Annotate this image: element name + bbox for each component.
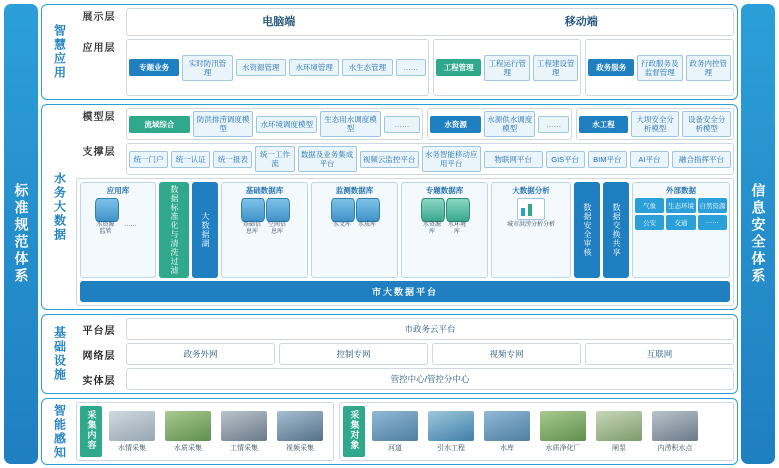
basic-database-title: 基础数据库 (245, 186, 284, 195)
model-item-more-resource: …… (538, 116, 569, 133)
city-big-data-platform: 市大数据平台 (80, 281, 730, 302)
ext-item-traffic[interactable]: 交通 (666, 215, 695, 230)
app-group-head-engineering[interactable]: 工程管理 (436, 59, 482, 76)
model-head-basin[interactable]: 流域综合 (129, 116, 190, 133)
special-database (401, 182, 488, 278)
camera-icon (277, 411, 323, 441)
collect-item-water-level[interactable]: 水情采集 (106, 411, 158, 453)
section-smart-application (41, 4, 738, 100)
sensor-icon (109, 411, 155, 441)
collection-content-card (76, 402, 334, 461)
model-item-equipment-safety[interactable]: 设备安全分析模型 (682, 111, 731, 137)
object-item-gate-pump[interactable]: 闸泵 (593, 411, 645, 453)
support-item-iot[interactable]: 物联网平台 (484, 151, 543, 168)
ext-item-more: …… (698, 215, 727, 230)
infra-box-video-network[interactable]: 视频专网 (432, 343, 581, 365)
app-item-admin-service[interactable]: 行政服务及监督管理 (637, 55, 683, 81)
analysis-caption: 城市洪涝分析分析 (506, 222, 555, 228)
infra-box-internet[interactable]: 互联网 (585, 343, 734, 365)
model-layer-row (76, 108, 734, 140)
collect-item-water-quality[interactable]: 水质采集 (162, 411, 214, 453)
collection-object-title: 采集对象 (343, 406, 365, 457)
infra-title-network: 网络层 (82, 350, 116, 362)
infra-row-network (76, 343, 734, 365)
app-group-head-special[interactable]: 专题业务 (129, 59, 179, 76)
ext-item-weather[interactable]: 气象 (635, 198, 664, 213)
infra-row-platform (76, 318, 734, 340)
app-item-internal-control[interactable]: 政务内控管理 (686, 55, 732, 81)
support-item-ai[interactable]: AI平台 (630, 151, 669, 168)
support-layer-row (76, 143, 734, 175)
display-layer-title: 展示层 (82, 12, 116, 23)
application-layer-title: 应用层 (82, 43, 116, 55)
cylinder-icon (331, 198, 355, 222)
cylinder-icon (241, 198, 265, 222)
app-item-more-special: …… (396, 59, 426, 76)
support-item-mobile[interactable]: 水务智能移动应用平台 (422, 146, 481, 172)
collect-item-video[interactable]: 视频采集 (274, 411, 326, 453)
app-store-more: …… (124, 222, 137, 228)
cyl-water-env: 水环境库 (446, 198, 468, 236)
photo-river (372, 411, 418, 441)
ext-item-police[interactable]: 公安 (635, 215, 664, 230)
app-group-special (126, 39, 429, 96)
infra-box-city-cloud[interactable]: 市政务云平台 (126, 318, 734, 340)
object-item-river[interactable]: 河道 (369, 411, 421, 453)
support-layer-title: 支撑层 (82, 147, 116, 158)
app-item-flood[interactable]: 实时防汛管理 (182, 55, 232, 81)
monitor-database-title: 监测数据库 (335, 186, 374, 195)
model-head-project[interactable]: 水工程 (579, 116, 628, 133)
photo-reservoir (484, 411, 530, 441)
infra-box-control-center[interactable]: 管控中心/管控分中心 (126, 368, 734, 390)
model-item-water-env[interactable]: 水环境调度模型 (256, 116, 317, 133)
cyl-basic-info: 基础信息库 (241, 198, 263, 236)
app-group-head-government[interactable]: 政务服务 (588, 59, 634, 76)
app-item-eng-operation[interactable]: 工程运行管理 (484, 55, 530, 81)
support-item-portal[interactable]: 统一门户 (129, 151, 168, 168)
left-vertical-bar (4, 4, 38, 464)
section-label-infra: 基础设施 (52, 326, 67, 382)
diagram-center (41, 4, 738, 464)
infra-box-gov-network[interactable]: 政务外网 (126, 343, 275, 365)
support-item-workflow[interactable]: 统一工作流 (255, 146, 294, 172)
collect-item-engineering[interactable]: 工情采集 (218, 411, 270, 453)
model-layer-title: 模型层 (82, 112, 116, 123)
photo-waterlogging (652, 411, 698, 441)
object-item-water-plant[interactable]: 水质净化厂 (537, 411, 589, 453)
right-vertical-bar (741, 4, 775, 464)
cylinder-icon (95, 198, 119, 222)
model-item-dam-safety[interactable]: 大坝安全分析模型 (631, 111, 680, 137)
support-item-integration[interactable]: 数据及业务集成平台 (298, 146, 357, 172)
monitor-database (311, 182, 398, 278)
display-layer-box (126, 8, 734, 36)
application-store (80, 182, 156, 278)
big-data-container (76, 178, 734, 306)
application-store-title: 应用库 (106, 186, 130, 195)
data-exchange-bar: 数据交换共享 (603, 182, 629, 278)
app-item-water-eco[interactable]: 水生态管理 (342, 59, 392, 76)
data-lake-bar: 大数据湖 (192, 182, 218, 278)
cylinder-icon (446, 198, 470, 222)
model-item-supply[interactable]: 水源供水调度模型 (484, 111, 535, 137)
app-item-water-env[interactable]: 水环境管理 (289, 59, 339, 76)
basic-database (221, 182, 308, 278)
section-infrastructure (41, 314, 738, 394)
external-data-title: 外部数据 (666, 186, 696, 195)
left-bar-label: 标准规范体系 (13, 183, 30, 285)
cylinder-icon (266, 198, 290, 222)
analysis-title: 大数据分析 (512, 186, 550, 195)
cyl-water-resource-monitor: 水资源监管 (95, 198, 117, 236)
app-item-water-resource[interactable]: 水资源管理 (236, 59, 286, 76)
section-water-big-data (41, 104, 738, 310)
chart-icon (517, 198, 545, 220)
app-item-eng-construction[interactable]: 工程建设管理 (533, 55, 579, 81)
app-group-government (585, 39, 734, 96)
support-item-video-cloud[interactable]: 视频云监控平台 (360, 151, 419, 168)
infra-row-entity (76, 368, 734, 390)
object-item-reservoir[interactable]: 水库 (481, 411, 533, 453)
special-database-title: 专题数据库 (425, 186, 464, 195)
model-group-basin (126, 108, 423, 140)
data-security-audit-bar: 数据安全审核 (574, 182, 600, 278)
object-item-diversion[interactable]: 引水工程 (425, 411, 477, 453)
collection-content-title: 采集内容 (80, 406, 102, 457)
model-item-eco-water[interactable]: 生态用水调度模型 (320, 111, 381, 137)
big-data-analysis (491, 182, 571, 278)
etl-bar: 数据标准化与清洗过滤 (159, 182, 189, 278)
support-item-bim[interactable]: BIM平台 (588, 151, 627, 168)
photo-gate-pump (596, 411, 642, 441)
cylinder-icon (421, 198, 445, 222)
cyl-spatial-info: 空间信息库 (266, 198, 288, 236)
cylinder-icon (356, 198, 380, 222)
section-perception (41, 398, 738, 465)
model-group-resource (427, 108, 572, 140)
sensor-icon (165, 411, 211, 441)
photo-water-plant (540, 411, 586, 441)
support-layer-box (126, 143, 734, 175)
model-item-flood-drainage[interactable]: 防洪排涝调度模型 (193, 111, 254, 137)
model-item-more-basin: …… (384, 116, 420, 133)
section-label-app: 智慧应用 (52, 24, 67, 80)
sensor-icon (221, 411, 267, 441)
collection-object-card (339, 402, 734, 461)
right-bar-label: 信息安全体系 (750, 183, 767, 285)
object-item-waterlogging[interactable]: 内涝积水点 (649, 411, 701, 453)
support-item-command[interactable]: 融合指挥平台 (672, 151, 731, 168)
infra-title-entity: 实体层 (82, 375, 116, 387)
cyl-hydrology: 水文库 (331, 198, 353, 229)
infra-title-platform: 平台层 (82, 325, 116, 337)
big-data-top-row (80, 182, 730, 278)
section-label-perception: 智能感知 (52, 403, 67, 460)
app-group-engineering (433, 39, 582, 96)
cyl-water-resource: 水资源库 (421, 198, 443, 236)
photo-diversion (428, 411, 474, 441)
model-head-resource[interactable]: 水资源 (430, 116, 481, 133)
support-item-auth[interactable]: 统一认证 (171, 151, 210, 168)
section-label-data: 水务大数据 (52, 172, 67, 242)
display-layer-row (76, 8, 734, 36)
infra-box-control-network[interactable]: 控制专网 (279, 343, 428, 365)
ext-item-eco-env[interactable]: 生态环境 (666, 198, 695, 213)
cyl-water-quality: 水质库 (356, 198, 378, 229)
external-data (632, 182, 730, 278)
ext-item-natural-resource[interactable]: 自然资源 (698, 198, 727, 213)
support-item-gis[interactable]: GIS平台 (546, 151, 585, 168)
display-item-mobile[interactable]: 移动端 (432, 15, 732, 30)
support-item-report[interactable]: 统一报表 (213, 151, 252, 168)
display-item-pc[interactable]: 电脑端 (129, 15, 429, 30)
application-layer-row (76, 39, 734, 96)
model-group-project (576, 108, 734, 140)
